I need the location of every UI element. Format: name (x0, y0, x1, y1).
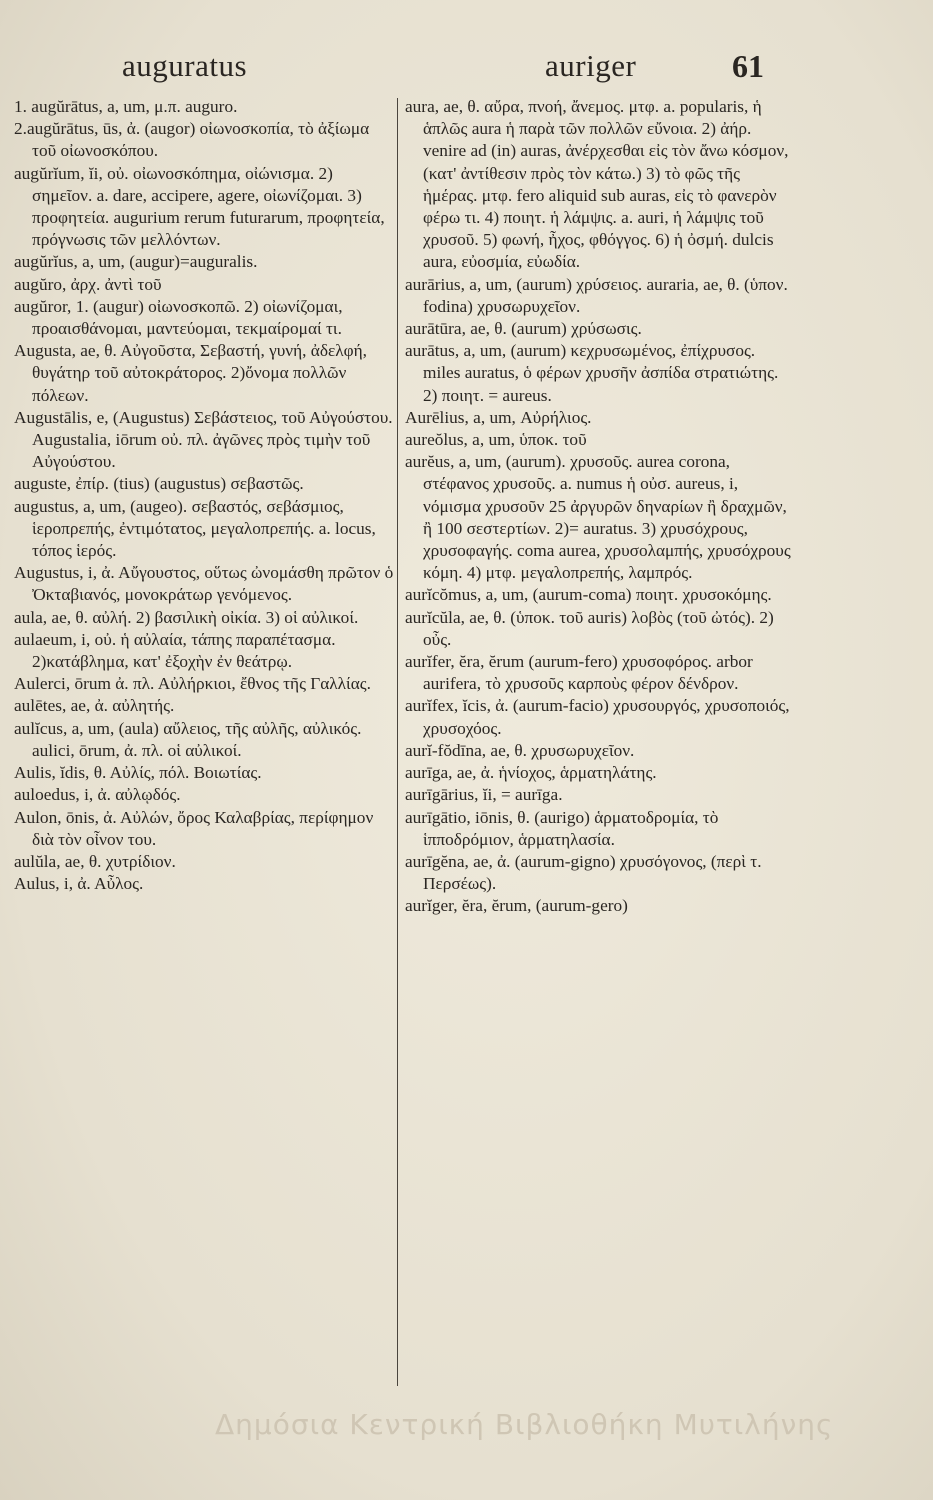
right-column (405, 96, 795, 918)
entry: aurīga, ae, ἀ. ἡνίοχος, ἁρματηλάτης. (405, 763, 657, 783)
entry: aura, ae, θ. αὔρα, πνοή, ἄνεμος. μτφ. a. popularis, ἡ ἁπλῶς aura ἡ παρὰ τῶν πολλῶν εὔνοια. 2) ἀήρ. venire ad (in) auras, ἀνέρχεσθαι εἰς τὸν ἄνω κόσμον, (κατ' ἀντίθεσιν πρὸς τὸν κάτω.) 3) τὸ φῶς τῆς ἡμέρας. μτφ. fero aliquid sub auras, εἰς τὸ φανερὸν φέρω τι. 4) ποιητ. ἡ λάμψις. a. auri, ἡ λάμψις τοῦ χρυσοῦ. 5) φωνή, ἦχος, φθόγγος. 6) ἡ ὀσμή. dulcis aura, εὐοσμία, εὐωδία. (405, 97, 789, 272)
entry: Augustālis, e, (Augustus) Σεβάστειος, τοῦ Αὐγούστου. Augustalia, iōrum οὐ. πλ. ἀγῶνες πρὸς τιμὴν τοῦ Αὐγούστου. (14, 407, 393, 472)
library-watermark: Δημόσια Κεντρική Βιβλιοθήκη Μυτιλήνης (215, 1408, 834, 1441)
entry: aurīgātio, iōnis, θ. (aurigo) ἁρματοδρομία, τὸ ἱπποδρόμιον, ἁρματηλασία. (405, 807, 719, 849)
entry: aurĕus, a, um, (aurum). χρυσοῦς. aurea corona, στέφανος χρυσοῦς. a. numus ἡ οὐσ. aureus, i, νόμισμα χρυσοῦν 25 ἀργυρῶν δηναρίων ἢ δραχμῶν, ἢ 100 σεστερτίων. 2)= auratus. 3) χρυσόχρους, χρυσοφαγής. coma aurea, χρυσολαμπής, χρυσόχρους κόμη. 4) μτφ. μεγαλοπρεπής, λαμπρός. (405, 452, 791, 583)
entry: aurātus, a, um, (aurum) κεχρυσωμένος, ἐπίχρυσος. miles auratus, ὁ φέρων χρυσῆν ἀσπίδα στρατιώτης. 2) ποιητ. = aureus. (405, 341, 779, 405)
page-number: 61 (732, 48, 764, 84)
entry: 2.augŭrātus, ūs, ἀ. (augor) οἰωνοσκοπία, τὸ ἀξίωμα τοῦ οἰωνοσκόπου. (14, 119, 370, 161)
entry: augŭror, 1. (augur) οἰωνοσκοπῶ. 2) οἰωνίζομαι, προαισθάνομαι, μαντεύομαι, τεκμαίρομαί τι. (14, 296, 343, 339)
header-right-guide-word: auriger (545, 48, 637, 83)
entry: aurĭ-fŏdīna, ae, θ. χρυσωρυχεῖον. (405, 740, 635, 760)
entry: Aurēlius, a, um, Αὐρήλιος. (405, 407, 592, 427)
entry: augŭrĭum, ĭi, οὐ. οἰωνοσκόπημα, οἰώνισμα. 2) σημεῖον. a. dare, accipere, agere, οἰωνίζομαι. 3) προφητεία. augurium rerum futurarum, προφητεία, πρόγνωσις τῶν μελλόντων. (14, 163, 385, 250)
entry: Aulon, ōnis, ἀ. Αὐλών, ὄρος Καλαβρίας, περίφημον διὰ τὸν οἶνον του. (14, 807, 374, 849)
entry: aurĭcŏmus, a, um, (aurum-coma) ποιητ. χρυσοκόμης. (405, 585, 772, 605)
entry: Augusta, ae, θ. Αὐγοῦστα, Σεβαστή, γυνή, ἀδελφή, θυγάτηρ τοῦ αὐτοκράτορος. 2)ὄνομα πολλῶν πόλεων. (14, 341, 367, 405)
entry: auloedus, i, ἀ. αὐλῳδός. (14, 785, 181, 805)
entry: aulaeum, i, οὐ. ἡ αὐλαία, τάπης παραπέτασμα. 2)κατάβλημα, κατ' ἐξοχὴν ἐν θεάτρῳ. (14, 629, 336, 672)
entry: aureŏlus, a, um, ὑποκ. τοῦ (405, 430, 587, 450)
entry: aurātūra, ae, θ. (aurum) χρύσωσις. (405, 319, 642, 339)
entry: auguste, ἐπίρ. (tius) (augustus) σεβαστῶς. (14, 474, 304, 494)
entry: Aulus, i, ἀ. Αὖλος. (14, 874, 144, 894)
entry: aurārius, a, um, (aurum) χρύσειος. auraria, ae, θ. (ὑπον. fodina) χρυσωρυχεῖον. (405, 274, 788, 316)
entry: 1. augŭrātus, a, um, μ.π. auguro. (14, 97, 238, 116)
entry: aurĭcŭla, ae, θ. (ὑποκ. τοῦ auris) λοβὸς (τοῦ ὠτός). 2) οὖς. (405, 607, 774, 649)
entry: Augustus, i, ἀ. Αὔγουστος, οὕτως ὠνομάσθη πρῶτον ὁ Ὀκταβιανός, μονοκράτωρ γενόμενος. (14, 563, 394, 605)
entry: aurīgārius, ĭi, = aurīga. (405, 785, 563, 805)
entry: aurīgĕna, ae, ἀ. (aurum-gigno) χρυσόγονος, (περὶ τ. Περσέως). (405, 851, 762, 894)
header-left-guide-word: auguratus (122, 48, 248, 83)
entry: aula, ae, θ. αὐλή. 2) βασιλικὴ οἰκία. 3) οἱ αὐλικοί. (14, 607, 359, 627)
entry: aurĭfex, ĭcis, ἀ. (aurum-facio) χρυσουργός, χρυσοποιός, χρυσοχόος. (405, 696, 790, 738)
left-column (14, 96, 397, 895)
entry: Aulerci, ōrum ἀ. πλ. Αὐλήρκιοι, ἔθνος τῆς Γαλλίας. (14, 674, 371, 694)
entry: augŭro, ἀρχ. ἀντὶ τοῦ (14, 274, 162, 294)
entry: aurĭfer, ĕra, ĕrum (aurum-fero) χρυσοφόρος. arbor aurifera, τὸ χρυσοῦς καρποὺς φέρον δένδρον. (405, 652, 753, 694)
entry: Aulis, ĭdis, θ. Αὐλίς, πόλ. Βοιωτίας. (14, 763, 262, 783)
entry: augŭrĭus, a, um, (augur)=auguralis. (14, 252, 258, 272)
running-header (20, 48, 920, 98)
entry: aulŭla, ae, θ. χυτρίδιον. (14, 851, 176, 871)
entry: aulĭcus, a, um, (aula) αὔλειος, τῆς αὐλῆς, αὐλικός. aulici, ōrum, ἀ. πλ. οἱ αὐλικοί. (14, 718, 362, 760)
entry: aurĭger, ĕra, ĕrum, (aurum-gero) (405, 896, 628, 916)
entry: augustus, a, um, (augeo). σεβαστός, σεβάσμιος, ἱεροπρεπής, ἐντιμότατος, μεγαλοπρεπής. a. locus, τόπος ἱερός. (14, 496, 376, 561)
entry: aulētes, ae, ἀ. αὐλητής. (14, 696, 175, 716)
column-divider (397, 98, 398, 1386)
